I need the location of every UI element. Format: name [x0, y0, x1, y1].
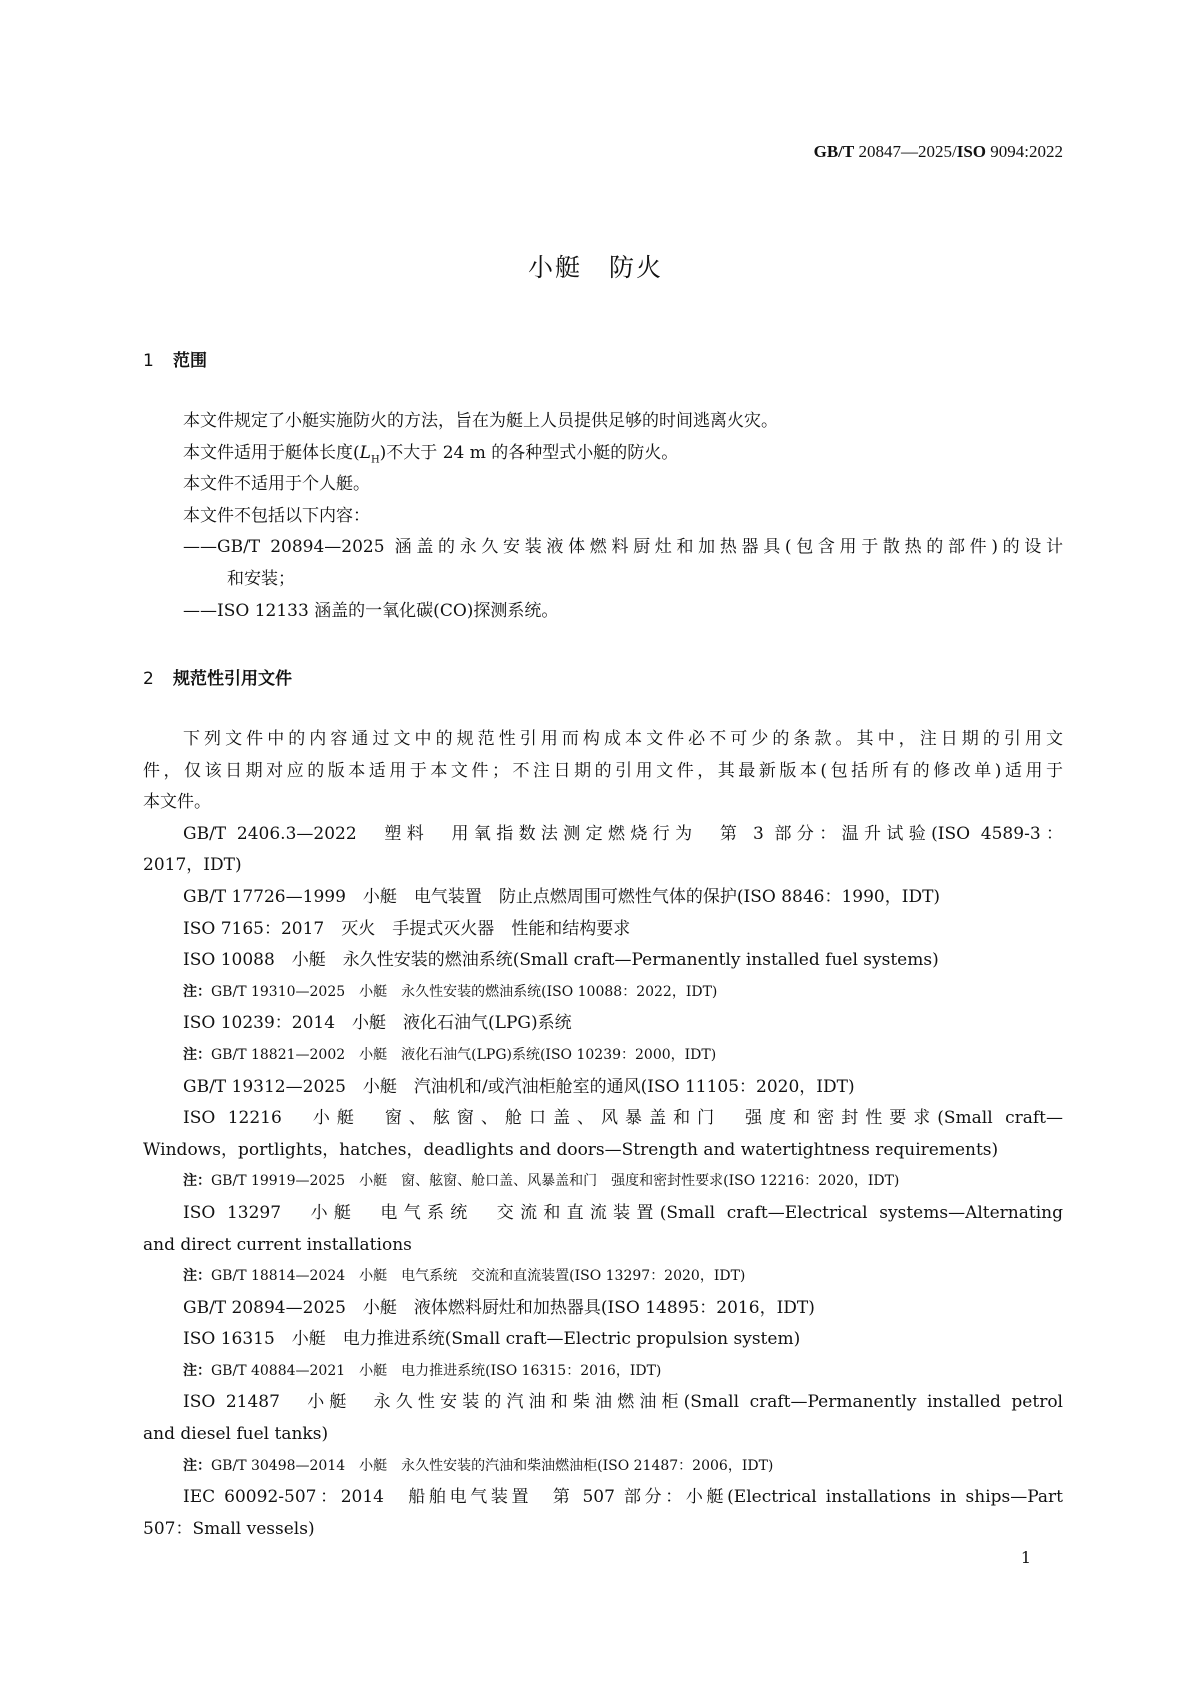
document-code-header [814, 142, 1063, 162]
code-part: 9094:2022 [986, 142, 1063, 161]
section-heading-scope [143, 346, 207, 371]
code-part: 20847—2025/ [854, 142, 957, 161]
page-number: 1 [1020, 1548, 1031, 1567]
paragraph: 本文件不适用于个人艇。 [183, 474, 370, 495]
reference-entry: ISO 21487 小艇 永久性安装的汽油和柴油燃油柜(Small craft—Permanently installed petrol [183, 1392, 1063, 1413]
reference-note [143, 1356, 1063, 1388]
reference-entry: ISO 16315 小艇 电力推进系统(Small craft—Electric propulsion system) [183, 1329, 801, 1350]
code-part: GB/T [813, 142, 855, 161]
paragraph: 本文件。 [143, 792, 211, 813]
normative-references-body [143, 724, 1063, 1545]
paragraph: 下列文件中的内容通过文中的规范性引用而构成本文件必不可少的条款。其中，注日期的引用文 [183, 729, 1063, 749]
list-item-continuation: 和安装； [227, 568, 295, 589]
note-text: GB/T 19310—2025 小艇 永久性安装的燃油系统(ISO 10088：2022，IDT) [211, 983, 718, 1000]
note-text: GB/T 19919—2025 小艇 窗、舷窗、舱口盖、风暴盖和门 强度和密封性要求(ISO 12216：2020，IDT) [211, 1173, 900, 1190]
document-title: 小艇 防火 [527, 253, 663, 282]
note-text: GB/T 18814—2024 小艇 电气系统 交流和直流装置(ISO 13297：2020，IDT) [211, 1268, 746, 1285]
reference-entry: GB/T 20894—2025 小艇 液体燃料厨灶和加热器具(ISO 14895：2016，IDT) [183, 1297, 815, 1318]
reference-continuation: 2017，IDT) [143, 855, 242, 876]
reference-continuation: and direct current installations [143, 1234, 412, 1255]
text: 本文件适用于艇体长度( [183, 442, 360, 463]
note-label: 注： [183, 1173, 211, 1190]
reference-entry: IEC 60092-507：2014 船舶电气装置 第 507 部分：小艇(Electrical installations in ships—Part [183, 1487, 1063, 1508]
list-item: ——GB/T 20894—2025 涵盖的永久安装液体燃料厨灶和加热器具(包含用于散热的部件)的设计 [183, 537, 1063, 558]
list-item: ——ISO 12133 涵盖的一氧化碳(CO)探测系统。 [183, 600, 559, 621]
reference-note [143, 1451, 1063, 1483]
text: )不大于 24 m 的各种型式小艇的防火。 [379, 442, 679, 463]
reference-note [143, 1261, 1063, 1293]
note-label: 注： [183, 1457, 211, 1474]
reference-entry: GB/T 2406.3—2022 塑料 用氧指数法测定燃烧行为 第 3 部分：温升试验(ISO 4589-3： [183, 823, 1063, 844]
reference-continuation: Windows，portlights，hatches，deadlights and doors—Strength and watertightness requirements) [143, 1139, 999, 1160]
section-heading-normative-references [143, 664, 292, 689]
note-label: 注： [183, 1362, 211, 1379]
note-text: GB/T 18821—2002 小艇 液化石油气(LPG)系统(ISO 10239：2000，IDT) [211, 1046, 717, 1063]
reference-note [143, 977, 1063, 1009]
section-number: 1 [143, 351, 154, 371]
reference-entry: GB/T 17726—1999 小艇 电气装置 防止点燃周围可燃性气体的保护(ISO 8846：1990，IDT) [183, 886, 941, 907]
reference-entry: ISO 10088 小艇 永久性安装的燃油系统(Small craft—Permanently installed fuel systems) [183, 950, 939, 971]
note-text: GB/T 40884—2021 小艇 电力推进系统(ISO 16315：2016，IDT) [211, 1362, 662, 1379]
scope-body [143, 406, 1063, 627]
note-label: 注： [183, 1268, 211, 1285]
paragraph: 本文件不包括以下内容： [183, 505, 370, 526]
reference-note [143, 1040, 1063, 1072]
paragraph: 件，仅该日期对应的版本适用于本文件；不注日期的引用文件，其最新版本(包括所有的修改单)适用于 [143, 760, 1063, 781]
reference-entry: ISO 13297 小艇 电气系统 交流和直流装置(Small craft—Electrical systems—Alternating [183, 1202, 1063, 1223]
code-part: ISO [956, 142, 987, 161]
note-label: 注： [183, 1046, 211, 1063]
reference-note [143, 1166, 1063, 1198]
reference-entry: GB/T 19312—2025 小艇 汽油机和/或汽油柜舱室的通风(ISO 11105：2020，IDT) [183, 1076, 855, 1097]
note-label: 注： [183, 983, 211, 1000]
section-number: 2 [143, 669, 154, 689]
section-title: 规范性引用文件 [173, 669, 292, 689]
text: L [359, 442, 371, 463]
reference-continuation: 507：Small vessels) [143, 1518, 315, 1539]
reference-entry: ISO 12216 小艇 窗、舷窗、舱口盖、风暴盖和门 强度和密封性要求(Small craft— [183, 1108, 1063, 1129]
section-title: 范围 [173, 351, 207, 371]
paragraph: 本文件规定了小艇实施防火的方法，旨在为艇上人员提供足够的时间逃离火灾。 [183, 411, 778, 431]
reference-entry: ISO 10239：2014 小艇 液化石油气(LPG)系统 [183, 1013, 572, 1034]
text: H [370, 453, 380, 465]
note-text: GB/T 30498—2014 小艇 永久性安装的汽油和柴油燃油柜(ISO 21487：2006，IDT) [211, 1457, 774, 1474]
reference-continuation: and diesel fuel tanks) [143, 1424, 329, 1445]
reference-entry: ISO 7165：2017 灭火 手提式灭火器 性能和结构要求 [183, 918, 631, 939]
paragraph [143, 438, 1063, 470]
